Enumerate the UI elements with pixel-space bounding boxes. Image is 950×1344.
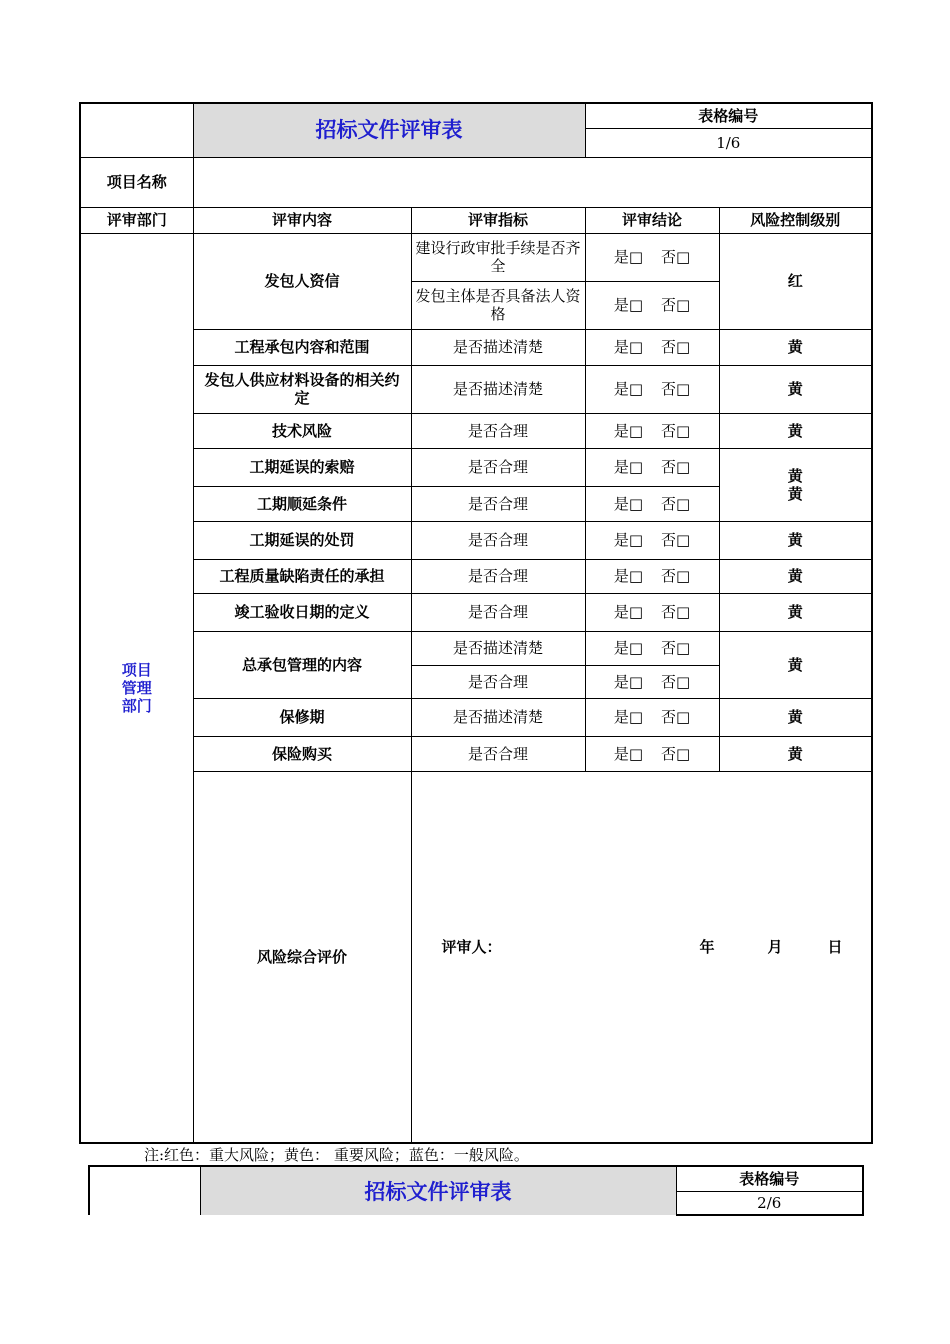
- no-checkbox[interactable]: 否□: [661, 248, 691, 266]
- yes-checkbox[interactable]: 是□: [613, 672, 643, 691]
- review-form-table: [79, 102, 873, 1144]
- conclusion-checkboxes[interactable]: [585, 559, 719, 593]
- no-checkbox[interactable]: 否□: [661, 639, 691, 657]
- yes-checkbox[interactable]: 是□: [613, 421, 643, 440]
- risk-level: 黄: [719, 559, 872, 593]
- no-checkbox[interactable]: 否□: [661, 494, 691, 513]
- review-indicator: 是否合理: [411, 448, 585, 486]
- yes-checkbox[interactable]: 是□: [613, 744, 643, 763]
- review-indicator: 建设行政审批手续是否齐全: [411, 233, 585, 281]
- conclusion-checkboxes[interactable]: [585, 448, 719, 486]
- conclusion-checkboxes[interactable]: [585, 736, 719, 771]
- yes-checkbox[interactable]: 是□: [613, 296, 643, 314]
- review-indicator: 发包主体是否具备法人资格: [411, 281, 585, 329]
- review-content: 竣工验收日期的定义: [193, 593, 411, 631]
- risk-level: 黄: [719, 736, 872, 771]
- review-indicator: 是否合理: [411, 521, 585, 559]
- reviewer-label: 评审人：: [441, 937, 502, 956]
- no-checkbox[interactable]: 否□: [661, 338, 691, 356]
- header-blank-cell: [89, 1166, 200, 1215]
- risk-level: 黄: [719, 631, 872, 698]
- yes-checkbox[interactable]: 是□: [613, 639, 643, 657]
- review-indicator: 是否描述清楚: [411, 698, 585, 736]
- review-content: 工程承包内容和范围: [193, 329, 411, 365]
- review-indicator: 是否合理: [411, 559, 585, 593]
- conclusion-checkboxes[interactable]: [585, 593, 719, 631]
- conclusion-checkboxes[interactable]: [585, 486, 719, 521]
- yes-checkbox[interactable]: 是□: [613, 248, 643, 266]
- yes-checkbox[interactable]: 是□: [613, 338, 643, 356]
- review-content: 技术风险: [193, 413, 411, 448]
- conclusion-checkboxes[interactable]: [585, 521, 719, 559]
- conclusion-checkboxes[interactable]: [585, 698, 719, 736]
- summary-evaluation-area[interactable]: [411, 771, 872, 1143]
- col-header-dept: 评审部门: [80, 207, 193, 233]
- review-indicator: 是否合理: [411, 736, 585, 771]
- review-content: 保险购买: [193, 736, 411, 771]
- conclusion-checkboxes[interactable]: [585, 281, 719, 329]
- yes-checkbox[interactable]: 是□: [613, 708, 643, 726]
- day-label: 日: [827, 937, 843, 956]
- review-content: 总承包管理的内容: [193, 631, 411, 698]
- conclusion-checkboxes[interactable]: [585, 329, 719, 365]
- review-indicator: 是否合理: [411, 413, 585, 448]
- review-content: 工期顺延条件: [193, 486, 411, 521]
- risk-level: 黄: [719, 329, 872, 365]
- no-checkbox[interactable]: 否□: [661, 296, 691, 314]
- risk-level: 黄: [719, 365, 872, 413]
- yes-checkbox[interactable]: 是□: [613, 494, 643, 513]
- form-number-label: 表格编号: [585, 103, 872, 128]
- conclusion-checkboxes[interactable]: [585, 631, 719, 665]
- yes-checkbox[interactable]: 是□: [613, 567, 643, 585]
- no-checkbox[interactable]: 否□: [661, 421, 691, 440]
- col-header-indicator: 评审指标: [411, 207, 585, 233]
- year-label: 年: [699, 937, 715, 956]
- conclusion-checkboxes[interactable]: [585, 665, 719, 698]
- review-content: 发包人资信: [193, 233, 411, 329]
- risk-color-note: 注:红色：重大风险；黄色： 重要风险；蓝色：一般风险。: [144, 1146, 529, 1164]
- col-header-conclusion: 评审结论: [585, 207, 719, 233]
- page-number: 1/6: [585, 128, 872, 157]
- review-content: 工程质量缺陷责任的承担: [193, 559, 411, 593]
- header-blank-cell: [80, 103, 193, 157]
- risk-level: 黄: [719, 413, 872, 448]
- review-indicator: 是否描述清楚: [411, 631, 585, 665]
- form-number-label: 表格编号: [676, 1166, 863, 1191]
- form-title: 招标文件评审表: [200, 1166, 676, 1215]
- summary-label: 风险综合评价: [193, 771, 411, 1143]
- no-checkbox[interactable]: 否□: [661, 708, 691, 726]
- no-checkbox[interactable]: 否□: [661, 603, 691, 621]
- review-indicator: 是否合理: [411, 665, 585, 698]
- next-page-header: [88, 1165, 864, 1216]
- no-checkbox[interactable]: 否□: [661, 567, 691, 585]
- col-header-risk: 风险控制级别: [719, 207, 872, 233]
- project-name-value[interactable]: [193, 157, 872, 207]
- yes-checkbox[interactable]: 是□: [613, 531, 643, 549]
- no-checkbox[interactable]: 否□: [661, 744, 691, 763]
- month-label: 月: [767, 937, 783, 956]
- review-content: 保修期: [193, 698, 411, 736]
- risk-level: 黄: [719, 593, 872, 631]
- no-checkbox[interactable]: 否□: [661, 531, 691, 549]
- form-title: 招标文件评审表: [193, 103, 585, 157]
- no-checkbox[interactable]: 否□: [661, 380, 691, 398]
- review-indicator: 是否描述清楚: [411, 329, 585, 365]
- page-number: 2/6: [676, 1191, 863, 1215]
- risk-level: 黄: [787, 466, 803, 485]
- review-content: 发包人供应材料设备的相关约定: [193, 365, 411, 413]
- yes-checkbox[interactable]: 是□: [613, 603, 643, 621]
- risk-level: 黄: [719, 698, 872, 736]
- risk-level-merged: [719, 448, 872, 521]
- review-indicator: 是否合理: [411, 486, 585, 521]
- review-content: 工期延误的索赔: [193, 448, 411, 486]
- review-indicator: 是否合理: [411, 593, 585, 631]
- conclusion-checkboxes[interactable]: [585, 365, 719, 413]
- no-checkbox[interactable]: 否□: [661, 672, 691, 691]
- no-checkbox[interactable]: 否□: [661, 458, 691, 476]
- conclusion-checkboxes[interactable]: [585, 413, 719, 448]
- review-content: 工期延误的处罚: [193, 521, 411, 559]
- risk-level: 红: [719, 233, 872, 329]
- risk-level: 黄: [787, 484, 803, 503]
- yes-checkbox[interactable]: 是□: [613, 458, 643, 476]
- project-name-label: 项目名称: [80, 157, 193, 207]
- col-header-content: 评审内容: [193, 207, 411, 233]
- department-cell: 项目 管理 部门: [80, 233, 193, 1143]
- risk-level: 黄: [719, 521, 872, 559]
- yes-checkbox[interactable]: 是□: [613, 380, 643, 398]
- review-indicator: 是否描述清楚: [411, 365, 585, 413]
- conclusion-checkboxes[interactable]: [585, 233, 719, 281]
